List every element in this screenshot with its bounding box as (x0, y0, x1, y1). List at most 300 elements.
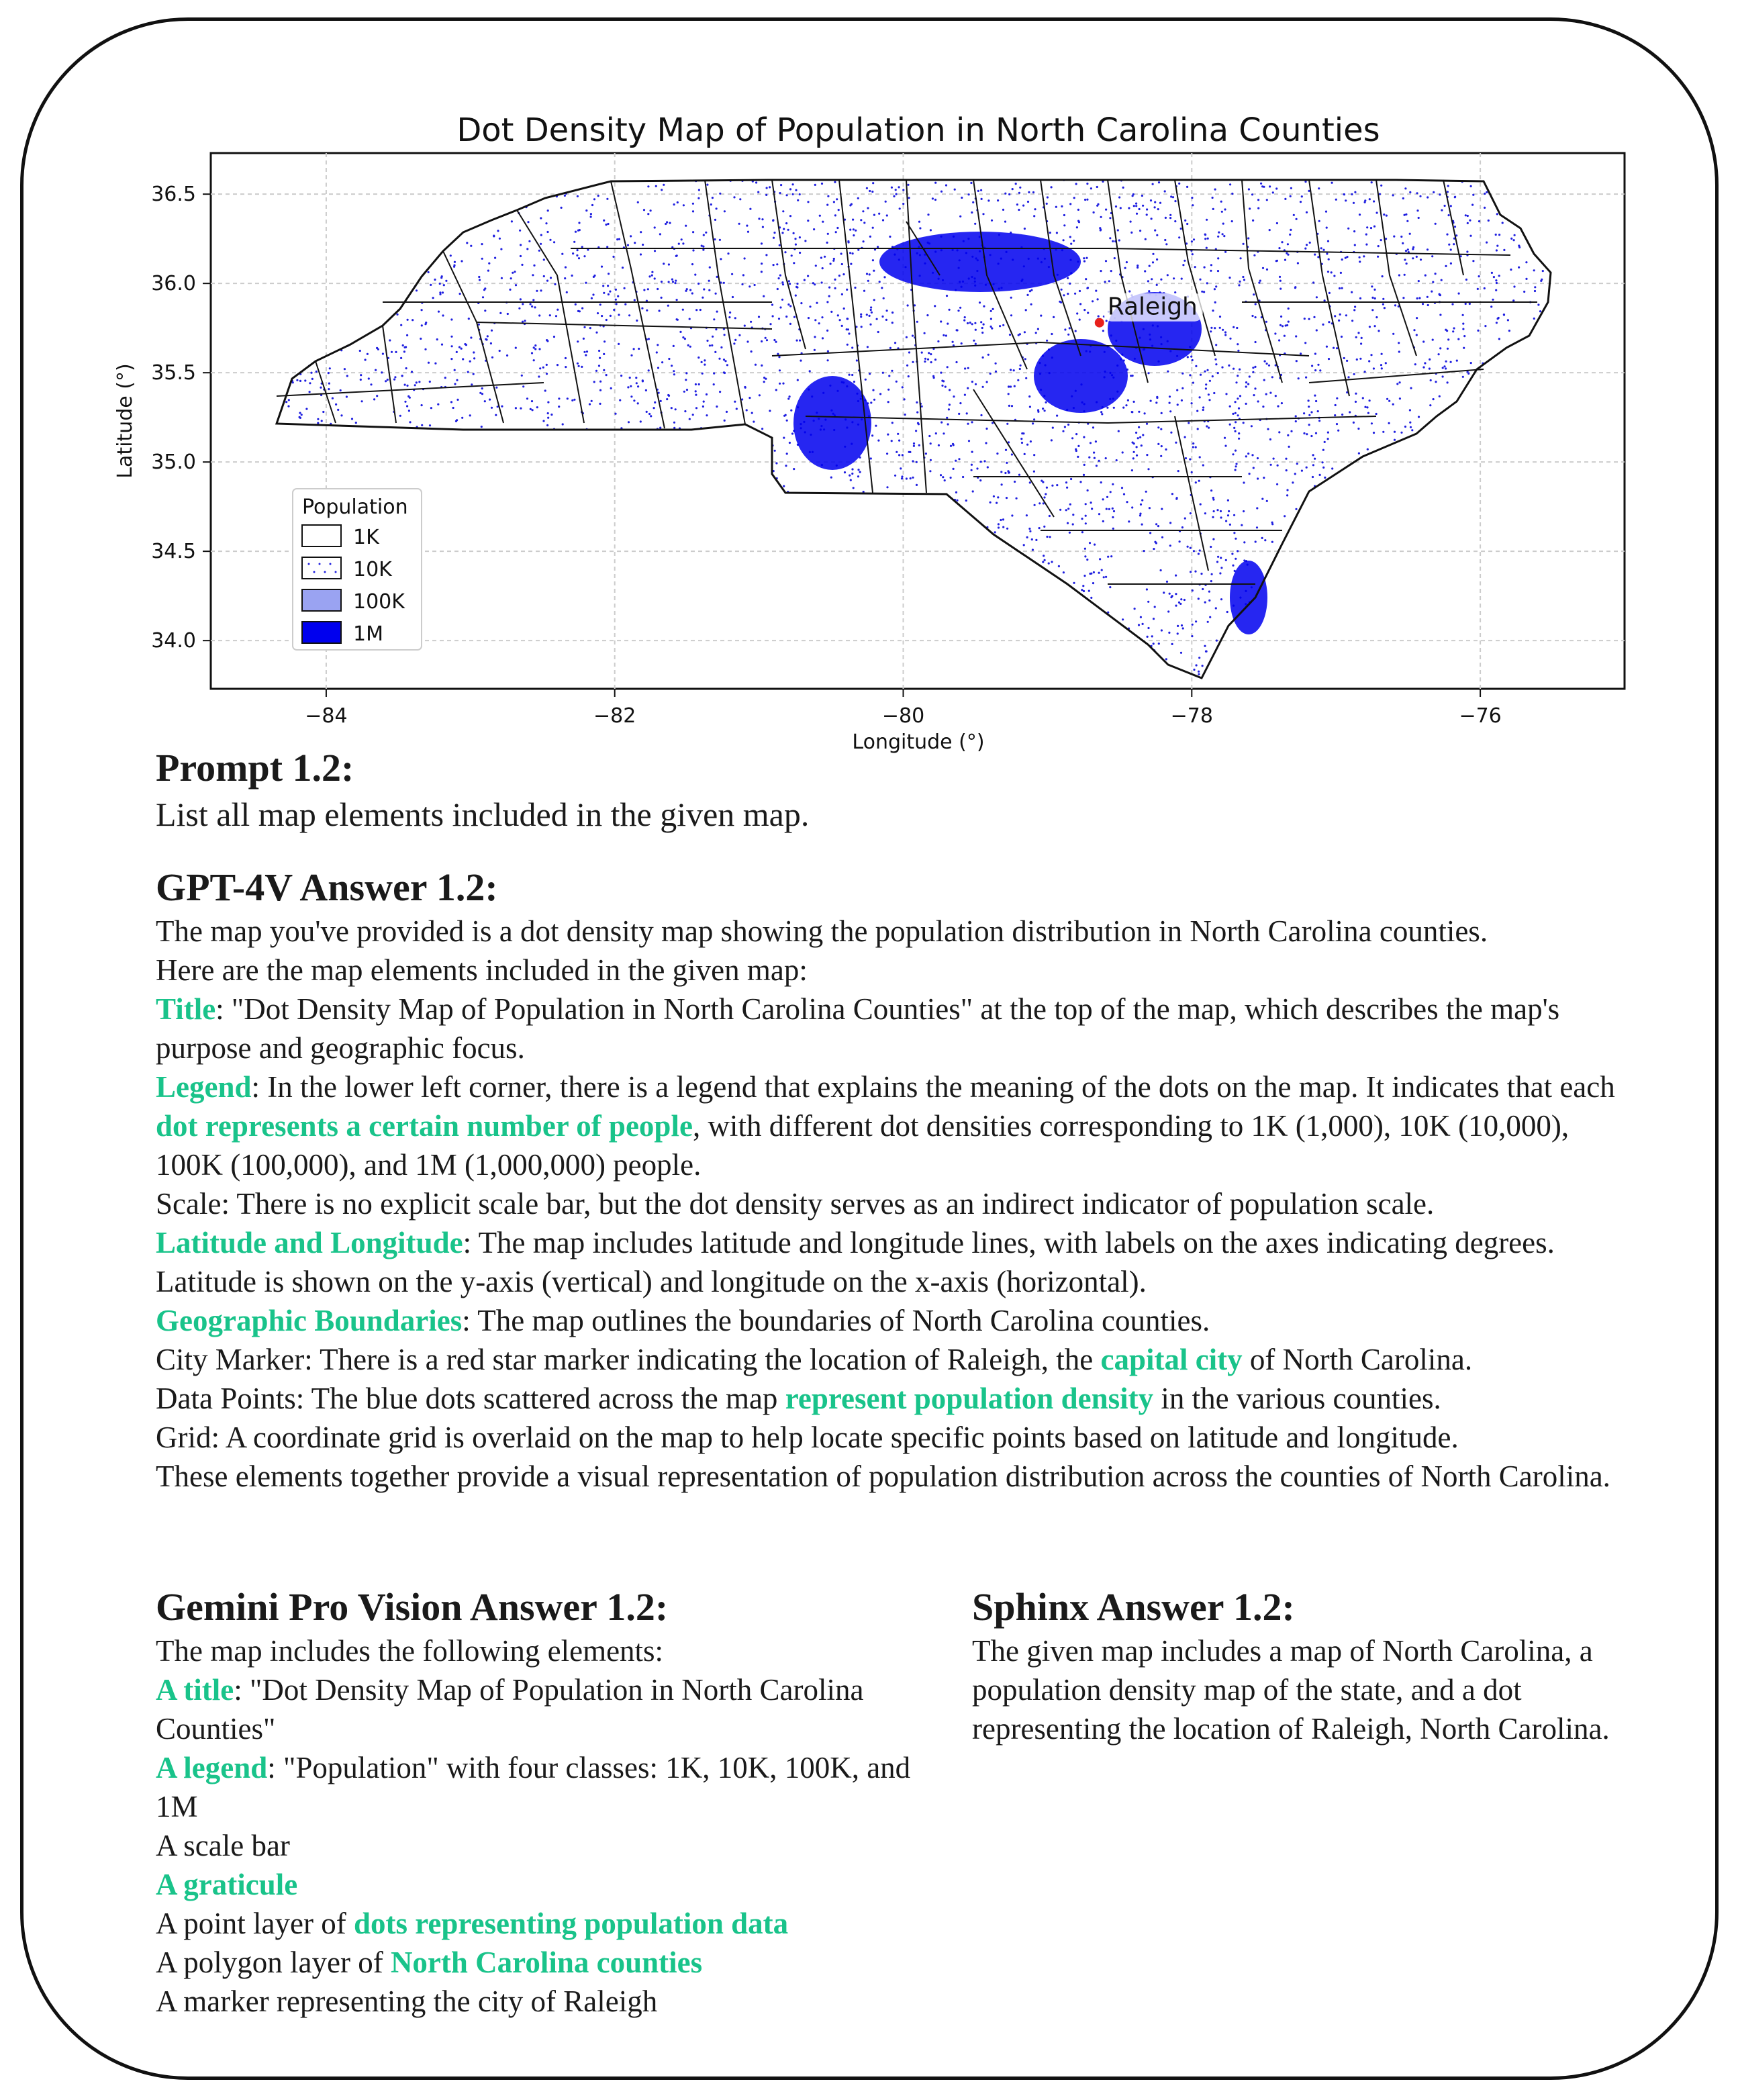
population-dot (1220, 567, 1222, 569)
population-dot (919, 227, 921, 229)
population-dot (1235, 421, 1237, 423)
population-dot (1347, 228, 1349, 230)
population-dot (961, 197, 963, 199)
population-dot (1092, 300, 1094, 302)
population-dot (1271, 541, 1273, 543)
population-dot (1314, 352, 1316, 354)
population-dot (1388, 422, 1390, 424)
population-dot (807, 220, 809, 222)
population-dot (1188, 422, 1190, 424)
population-dot (532, 409, 534, 411)
population-dot (1289, 234, 1291, 236)
population-dot (439, 291, 441, 293)
population-dot (1212, 538, 1214, 540)
population-dot (454, 369, 456, 371)
population-dot (603, 220, 605, 222)
population-dot (479, 392, 481, 394)
population-dot (1067, 508, 1069, 510)
population-dot (1178, 236, 1180, 238)
population-dot (779, 192, 781, 194)
population-dot (1229, 524, 1231, 526)
population-dot (794, 238, 796, 240)
population-dot (1358, 452, 1360, 455)
population-dot (1199, 549, 1201, 551)
population-dot (618, 238, 620, 240)
population-dot (1014, 385, 1016, 387)
population-dot (557, 309, 559, 311)
population-dot (1055, 206, 1057, 208)
population-dot (1247, 383, 1249, 385)
population-dot (689, 418, 691, 420)
population-dot (1224, 334, 1226, 336)
population-dot (1275, 395, 1277, 397)
population-dot (1488, 220, 1490, 222)
population-dot (871, 312, 873, 314)
population-dot (1079, 481, 1081, 483)
population-dot (601, 315, 603, 317)
population-dot (1173, 277, 1175, 279)
population-dot (1181, 399, 1183, 401)
population-dot (1006, 528, 1008, 530)
population-dot (927, 213, 929, 216)
population-dot (462, 358, 464, 360)
population-dot (646, 309, 648, 312)
population-dot (1518, 246, 1520, 248)
population-dot (321, 420, 323, 422)
population-dot (376, 347, 378, 349)
population-dot (1225, 393, 1227, 395)
population-dot (654, 226, 656, 228)
population-dot (1237, 375, 1239, 377)
population-dot (571, 399, 573, 401)
population-dot (1151, 218, 1153, 220)
gemini-title-key: A title (156, 1673, 234, 1707)
population-dot (1364, 201, 1366, 203)
population-dot (953, 468, 955, 470)
population-dot (1217, 372, 1219, 374)
population-dot (1056, 415, 1058, 417)
population-dot (1060, 301, 1062, 303)
population-dot (1184, 436, 1186, 438)
population-dot (873, 299, 875, 301)
population-dot (1402, 297, 1404, 299)
population-dot (1271, 523, 1273, 525)
population-dot (511, 220, 513, 222)
population-dot (566, 291, 568, 293)
population-dot (763, 377, 765, 379)
population-dot (647, 213, 649, 215)
population-dot (1049, 515, 1051, 517)
population-dot (1202, 406, 1204, 408)
population-dot (781, 281, 783, 283)
population-dot (983, 324, 985, 326)
population-dot (646, 411, 648, 413)
population-dot (871, 191, 873, 193)
population-dot (1336, 397, 1338, 399)
population-dot (898, 440, 900, 442)
population-dot (761, 242, 763, 244)
x-tick-label: −84 (305, 704, 348, 728)
population-dot (762, 226, 764, 228)
population-dot (891, 440, 893, 442)
population-dot (1208, 427, 1210, 429)
population-dot (855, 230, 857, 232)
population-dot (1004, 472, 1006, 474)
population-dot (1405, 250, 1407, 252)
population-dot (1178, 183, 1180, 185)
population-dot (1222, 233, 1224, 235)
population-dot (1248, 188, 1250, 190)
population-dot (1118, 430, 1120, 432)
population-dot (932, 375, 934, 377)
population-dot (1378, 330, 1380, 332)
population-dot (1314, 395, 1316, 397)
population-dot (1132, 193, 1134, 195)
population-dot (1331, 271, 1333, 273)
population-dot (1322, 324, 1324, 326)
population-dot (701, 361, 703, 363)
population-dot (1023, 544, 1025, 546)
population-dot (1418, 297, 1420, 299)
population-dot (971, 323, 973, 325)
population-dot (1214, 189, 1216, 191)
population-dot (501, 277, 503, 279)
population-dot (695, 383, 697, 385)
population-dot (1139, 208, 1141, 210)
population-dot (346, 395, 348, 397)
population-dot (1278, 247, 1280, 249)
population-dot (1382, 298, 1384, 300)
population-dot (1135, 432, 1137, 434)
population-dot (368, 377, 370, 379)
population-dot (916, 401, 918, 403)
population-dot (1043, 496, 1045, 498)
population-dot (921, 352, 923, 354)
population-dot (1200, 573, 1202, 575)
population-dot (882, 372, 884, 374)
population-dot (1262, 267, 1264, 269)
population-dot (1373, 289, 1375, 291)
population-dot (1398, 274, 1400, 276)
population-dot (1425, 275, 1427, 277)
population-dot (1301, 470, 1303, 472)
population-dot (576, 254, 578, 256)
population-dot (883, 276, 885, 278)
population-dot (1158, 642, 1160, 645)
population-dot (1100, 270, 1102, 272)
population-dot (346, 375, 348, 377)
population-dot (809, 305, 811, 307)
population-dot (746, 409, 748, 411)
population-dot (1019, 368, 1021, 370)
gpt4v-intro-line2: Here are the map elements included in the given map: (156, 953, 808, 987)
population-dot (522, 303, 524, 305)
population-dot (1035, 332, 1037, 334)
population-dot (1263, 477, 1265, 479)
population-dot (1185, 457, 1187, 459)
population-dot (1351, 291, 1353, 293)
population-dot (1269, 185, 1271, 187)
population-dot (1122, 451, 1124, 453)
population-dot (1184, 260, 1186, 262)
population-dot (695, 390, 697, 392)
population-dot (1433, 191, 1435, 193)
population-dot (851, 473, 853, 475)
population-dot (982, 213, 984, 215)
population-dot (773, 232, 775, 234)
population-dot (1075, 450, 1077, 452)
population-dot (724, 360, 726, 362)
population-dot (1340, 272, 1342, 274)
population-dot (1284, 198, 1286, 200)
x-tick-label: −82 (593, 704, 636, 728)
legend-swatch (302, 525, 341, 546)
population-dot (779, 306, 781, 308)
population-dot (404, 384, 406, 386)
population-dot (1496, 282, 1498, 284)
population-dot (1260, 183, 1262, 185)
population-dot (895, 189, 897, 191)
population-dot (1402, 242, 1404, 244)
population-dot (869, 273, 871, 275)
population-dot (1131, 506, 1133, 508)
population-dot (983, 460, 985, 462)
population-dot (698, 189, 700, 191)
population-dot (470, 245, 472, 247)
population-dot (1478, 220, 1480, 222)
population-dot (1081, 589, 1083, 591)
population-dot (1235, 401, 1237, 403)
population-dot (967, 423, 969, 425)
population-dot (1355, 401, 1357, 403)
population-dot (1243, 422, 1245, 424)
population-dot (761, 271, 763, 273)
population-dot (1222, 329, 1224, 331)
population-dot (1193, 550, 1195, 552)
population-dot (901, 475, 903, 477)
population-dot (780, 184, 782, 186)
population-dot (1255, 341, 1257, 343)
population-dot (553, 241, 555, 243)
population-dot (822, 267, 824, 269)
population-dot (1335, 199, 1337, 201)
population-dot (928, 352, 930, 354)
population-dot (1213, 510, 1215, 512)
population-dot (1222, 223, 1224, 225)
population-dot (1371, 297, 1373, 299)
population-dot (624, 303, 626, 305)
population-dot (1322, 249, 1324, 251)
population-dot (851, 346, 853, 348)
population-dot (572, 252, 574, 254)
population-dot (1496, 249, 1498, 251)
y-tick-label: 35.5 (151, 361, 196, 385)
population-dot (1465, 214, 1467, 216)
population-dot (1182, 264, 1184, 266)
population-dot (1265, 321, 1267, 323)
population-dot (1220, 510, 1222, 512)
gpt4v-data-item (156, 1379, 1633, 1418)
population-dot (1032, 548, 1034, 551)
population-dot (1021, 432, 1023, 434)
population-dot (608, 273, 610, 275)
population-dot (1338, 320, 1340, 322)
population-dot (1027, 201, 1029, 203)
population-dot (789, 395, 791, 397)
population-dot (1257, 477, 1259, 479)
population-dot (565, 267, 567, 269)
population-dot (1198, 657, 1200, 659)
population-dot (912, 460, 914, 462)
population-dot (1450, 248, 1452, 250)
population-dot (793, 232, 795, 234)
map-title: Dot Density Map of Population in North Carolina Counties (456, 111, 1380, 149)
population-dot (1187, 546, 1189, 548)
population-dot (1281, 402, 1283, 404)
population-dot (595, 370, 597, 372)
population-dot (1237, 550, 1239, 552)
population-dot (827, 350, 829, 352)
population-dot (1138, 624, 1140, 626)
population-dot (1137, 265, 1139, 267)
population-dot (1175, 442, 1177, 444)
population-dot (1056, 484, 1058, 486)
population-dot (1142, 434, 1144, 436)
population-dot (1418, 280, 1420, 282)
population-dot (1235, 465, 1237, 467)
population-dot (992, 308, 994, 310)
population-dot (761, 365, 763, 367)
population-dot (1376, 211, 1378, 213)
population-dot (1098, 316, 1100, 318)
population-dot (844, 471, 846, 473)
population-dot (766, 187, 768, 189)
population-dot (896, 381, 898, 383)
population-dot (1447, 338, 1449, 340)
population-dot (949, 389, 951, 391)
population-dot (1145, 238, 1147, 240)
population-dot (749, 285, 751, 287)
population-dot (775, 462, 777, 464)
population-dot (1202, 665, 1204, 667)
population-dot (761, 340, 763, 342)
population-dot (1098, 460, 1100, 462)
population-dot (1439, 395, 1441, 397)
population-dot (1161, 508, 1163, 510)
population-dot (963, 320, 965, 322)
population-dot (1416, 192, 1418, 194)
population-dot (1020, 365, 1022, 367)
population-dot (412, 319, 414, 321)
gpt4v-legend-text1: : In the lower left corner, there is a legend that explains the meaning of the dots on the map. It indicates that each (251, 1070, 1615, 1104)
population-dot (741, 283, 743, 285)
population-dot (402, 344, 404, 346)
population-dot (685, 372, 687, 374)
population-dot (1146, 213, 1148, 216)
population-dot (648, 275, 650, 277)
population-dot (485, 338, 487, 340)
population-dot (1221, 211, 1223, 213)
population-dot (1063, 571, 1065, 573)
population-dot (1316, 296, 1318, 298)
population-dot (598, 350, 600, 352)
population-dot (421, 324, 423, 326)
population-dot (860, 314, 862, 316)
population-dot (1308, 399, 1310, 401)
population-dot (533, 346, 535, 348)
population-dot (628, 421, 630, 423)
population-dot (862, 210, 864, 212)
population-dot (499, 238, 501, 240)
population-dot (654, 401, 656, 403)
population-dot (615, 289, 617, 291)
population-dot (1346, 360, 1348, 362)
population-dot (669, 222, 671, 224)
population-dot (839, 319, 841, 321)
population-dot (489, 399, 491, 401)
population-dot (1088, 590, 1090, 592)
population-dot (886, 486, 888, 488)
population-dot (1206, 219, 1208, 221)
population-dot (973, 340, 975, 342)
population-dot (1285, 458, 1287, 460)
population-dot (1422, 303, 1424, 305)
population-dot (578, 257, 580, 259)
population-dot (751, 412, 753, 414)
population-dot (694, 274, 696, 276)
population-dot (1206, 282, 1208, 284)
population-dot (1217, 556, 1219, 558)
population-dot (974, 322, 976, 324)
population-dot (1256, 507, 1258, 509)
population-dot (1079, 290, 1081, 292)
population-dot (1145, 491, 1147, 493)
population-dot (1037, 328, 1039, 330)
y-tick-label: 34.0 (151, 629, 196, 653)
population-dot (1133, 401, 1135, 403)
population-dot (1100, 216, 1102, 218)
population-dot (836, 198, 838, 200)
population-dot (299, 380, 301, 382)
population-dot (1320, 247, 1322, 249)
population-dot (1167, 371, 1169, 373)
population-dot (1039, 527, 1041, 529)
population-dot (1157, 208, 1159, 210)
population-dot (918, 444, 920, 446)
population-dot (667, 394, 669, 396)
population-dot (692, 249, 694, 251)
population-dot (430, 407, 432, 409)
population-dot (1496, 245, 1498, 247)
population-dot (883, 297, 885, 299)
population-dot (468, 318, 470, 320)
population-dot (713, 373, 715, 375)
population-dot (800, 302, 802, 304)
population-dot (1164, 239, 1166, 241)
population-dot (512, 272, 514, 274)
population-dot (699, 309, 702, 311)
population-dot (1170, 195, 1172, 197)
population-dot (593, 198, 595, 200)
population-dot (872, 259, 874, 261)
population-dot (1006, 497, 1008, 499)
population-dot (1218, 232, 1220, 234)
population-dot (1293, 214, 1295, 216)
population-dot (847, 344, 849, 346)
population-dot (1235, 381, 1237, 383)
population-dot (875, 425, 877, 427)
population-dot (1083, 309, 1085, 311)
